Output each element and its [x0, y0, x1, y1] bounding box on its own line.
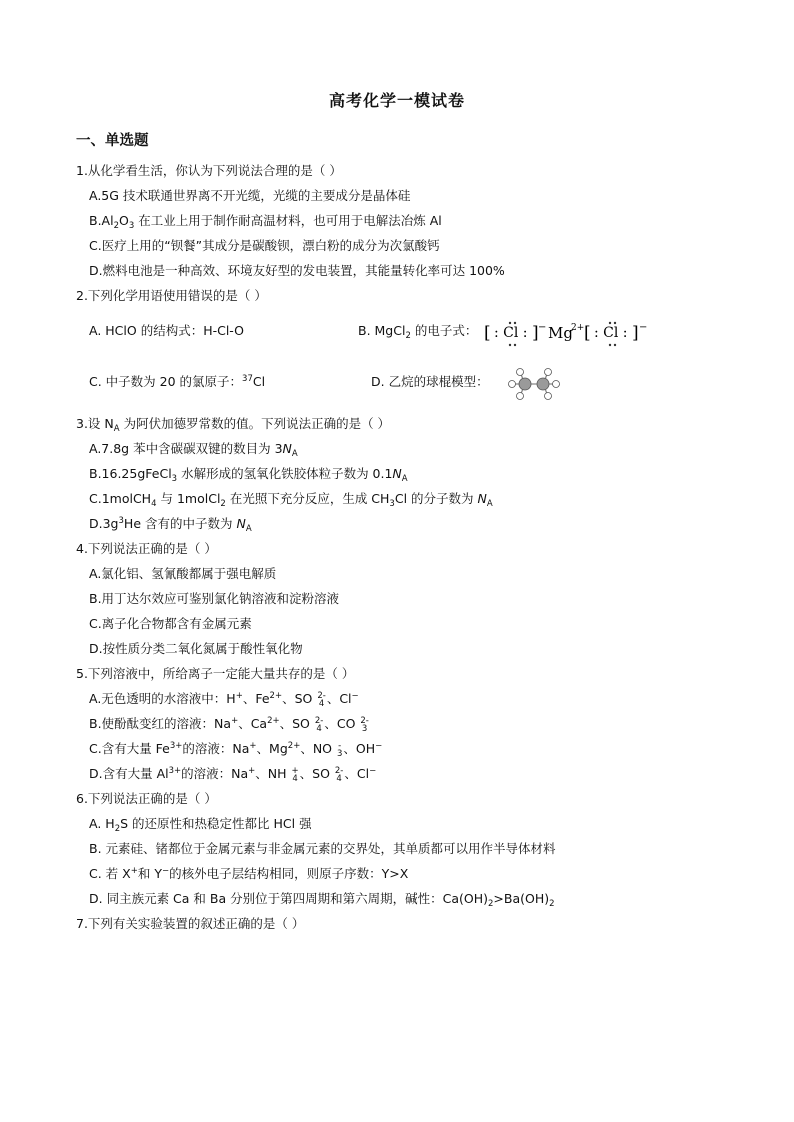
question-4-option-c: C.离子化合物都含有金属元素	[89, 616, 252, 631]
question-5-option-c: C.含有大量 $Fe^{3+}$的溶液：Na+、$Mg^{2+}$、NO - 3 、OH−	[89, 740, 383, 759]
hydrogen-atom	[517, 369, 524, 376]
question-5-option-a: A.无色透明的水溶液中：H+、$Fe^{2+}$、SO 2- 4 、Cl−	[89, 690, 359, 709]
question-1-option-b: $B.Al_2O_3$ 在工业上用于制作耐高温材料，也可用于电解法冶炼 Al	[89, 213, 442, 231]
question-2-option-d: D. 乙烷的球棍模型：	[371, 374, 489, 389]
hydrogen-atom	[553, 381, 560, 388]
question-7-stem: 7.下列有关实验装置的叙述正确的是（ ）	[76, 916, 305, 931]
ion-charge-fraction: 2- 4	[334, 765, 344, 784]
section-heading: 一、单选题	[76, 133, 149, 149]
question-6-option-a: A. $H_2S$ 的还原性和热稳定性都比 HCl 强	[89, 816, 312, 834]
carbon-atom	[537, 378, 549, 390]
question-6-option-c: C. 若 X+和 Y−的核外电子层结构相同，则原子序数：Y>X	[89, 866, 409, 881]
bracket-left-1: [	[484, 323, 491, 343]
charge-minus-1: −	[538, 322, 547, 333]
question-4-option-b: B.用丁达尔效应可鉴别氯化钠溶液和淀粉溶液	[89, 591, 340, 606]
electron-dot	[514, 322, 516, 324]
question-1-option-a: A.5G 技术联通世界离不开光缆，光缆的主要成分是晶体硅	[89, 188, 411, 203]
hydrogen-atom	[545, 393, 552, 400]
question-5-option-b: B.使酚酞变红的溶液：Na+、$Ca^{2+}$、SO 2- 4 、CO 2- 3	[89, 715, 369, 734]
electron-dot	[609, 344, 611, 346]
question-4-option-d: D.按性质分类二氧化氮属于酸性氧化物	[89, 641, 303, 656]
question-1-stem: 1.从化学看生活，你认为下列说法合理的是（ ）	[76, 163, 342, 178]
electron-dot	[614, 344, 616, 346]
bracket-left-2: [	[584, 323, 591, 343]
question-6-option-b: B. 元素硅、锗都位于金属元素与非金属元素的交界处，其单质都可以用作半导体材料	[89, 841, 556, 856]
carbon-atom	[519, 378, 531, 390]
question-3-stem: 3.设 $N_A$ 为阿伏加德罗常数的值。下列说法正确的是（ ）	[76, 416, 391, 434]
hydrogen-atom	[545, 369, 552, 376]
question-1-option-d: D.燃料电池是一种高效、环境友好型的发电装置，其能量转化率可达 100%	[89, 263, 505, 278]
question-3-option-b: B.16.25gFeCl$_3$ 水解形成的氢氧化铁胶体粒子数为 $0.1N_A$	[89, 466, 408, 484]
bracket-right-2: ]	[632, 323, 639, 343]
electron-dot	[614, 322, 616, 324]
question-2-option-c: C. 中子数为 20 的氯原子：$^{37}$Cl	[89, 374, 266, 389]
question-2-option-b: B. MgCl$_2$ 的电子式：	[358, 323, 478, 341]
question-1-option-c: C.医疗上用的“钡餐”其成分是碳酸钡，漂白粉的成分为次氯酸钙	[89, 238, 440, 253]
electron-dot	[514, 344, 516, 346]
electron-dot	[609, 322, 611, 324]
magnesium: Mg	[548, 324, 573, 342]
question-2-stem: 2.下列化学用语使用错误的是（ ）	[76, 288, 267, 303]
question-4-stem: 4.下列说法正确的是（ ）	[76, 541, 217, 556]
question-3-option-d: $D.3g^3He$ 含有的中子数为 $N_A$	[89, 516, 252, 534]
page-title: 高考化学一模试卷	[328, 91, 465, 110]
electron-dot	[509, 322, 511, 324]
chlorine-2: : Cl :	[594, 325, 628, 341]
question-6-option-d: D. 同主族元素 Ca 和 Ba 分别位于第四周期和第六周期，碱性：$Ca(OH)_2>Ba(OH)_2$	[89, 891, 555, 909]
ion-charge-fraction: - 3	[336, 740, 343, 759]
hydrogen-atom	[509, 381, 516, 388]
question-5-stem: 5.下列溶液中，所给离子一定能大量共存的是（ ）	[76, 666, 355, 681]
electron-dot	[509, 344, 511, 346]
question-2-option-a: A. HClO 的结构式：H-Cl-O	[89, 323, 244, 338]
charge-minus-2: −	[639, 322, 648, 333]
ion-charge-fraction: 2- 4	[317, 690, 326, 709]
mgcl2-electron-formula	[484, 318, 654, 348]
ion-charge-fraction: 2- 3	[360, 715, 369, 734]
bracket-right-1: ]	[532, 323, 539, 343]
hydrogen-atom	[517, 393, 524, 400]
ion-charge-fraction: + 4	[291, 765, 299, 784]
ion-charge-fraction: 2- 4	[314, 715, 324, 734]
chlorine-1: : Cl :	[494, 325, 528, 341]
ethane-ball-stick-model	[505, 366, 563, 402]
question-6-stem: 6.下列说法正确的是（ ）	[76, 791, 217, 806]
charge-mg: 2+	[571, 323, 585, 333]
question-5-option-d: D.含有大量 $Al^{3+}$的溶液：Na+、NH + 4 、SO 2- 4 、Cl−	[89, 765, 377, 784]
question-4-option-a: A.氯化铝、氢氰酸都属于强电解质	[89, 566, 277, 581]
question-3-option-c: C.1molCH$_4$ 与 1molCl$_2$ 在光照下充分反应，生成 $CH_3Cl$ 的分子数为 $N_A$	[89, 491, 493, 509]
question-3-option-a: A.7.8g 苯中含碳碳双键的数目为 $3N_A$	[89, 441, 298, 459]
